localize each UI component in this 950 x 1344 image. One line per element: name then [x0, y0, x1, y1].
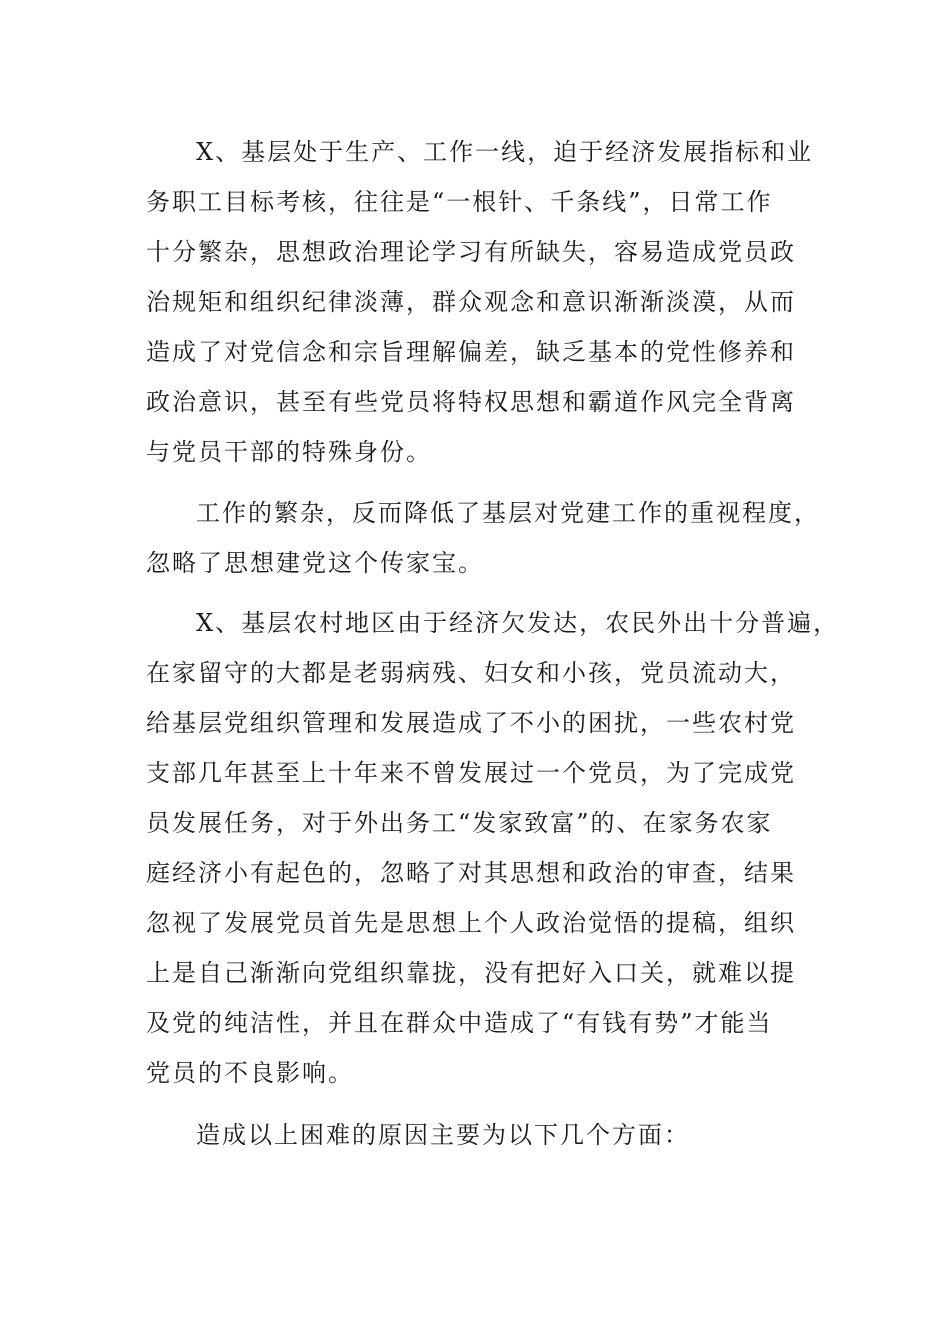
paragraph-line: 造成以上困难的原因主要为以下几个方面： [196, 1121, 690, 1149]
paragraph-line: 务职工目标考核，往往是“一根针、千条线”，日常工作 [146, 188, 773, 216]
paragraph-line: 忽略了思想建党这个传家宝。 [146, 549, 484, 577]
paragraph-line: 与党员干部的特殊身份。 [146, 438, 432, 466]
paragraph-line: 忽视了发展党员首先是思想上个人政治觉悟的提稿，组织 [146, 909, 796, 937]
paragraph-line: 支部几年甚至上十年来不曾发展过一个党员，为了完成党 [146, 759, 796, 787]
paragraph-line: 工作的繁杂，反而降低了基层对党建工作的重视程度， [196, 499, 820, 527]
paragraph-4 [146, 1110, 826, 1160]
paragraph-line: 员发展任务，对于外出务工“发家致富”的、在家务农家 [146, 809, 773, 837]
paragraph-line: 在家留守的大都是老弱病残、妇女和小孩，党员流动大， [146, 659, 796, 687]
paragraph-line: 十分繁杂，思想政治理论学习有所缺失，容易造成党员政 [146, 238, 796, 266]
paragraph-line: X、基层处于生产、工作一线，迫于经济发展指标和业 [196, 138, 814, 166]
paragraph-line: X、基层农村地区由于经济欠发达，农民外出十分普遍， [196, 609, 840, 637]
paragraph-2 [146, 488, 826, 588]
paragraph-line: 政治意识，甚至有些党员将特权思想和霸道作风完全背离 [146, 388, 796, 416]
paragraph-1 [146, 127, 826, 477]
paragraph-line: 治规矩和组织纪律淡薄，群众观念和意识渐渐淡漠，从而 [146, 288, 796, 316]
paragraph-line: 上是自己渐渐向党组织靠拢，没有把好入口关，就难以提 [146, 959, 796, 987]
paragraph-line: 及党的纯洁性，并且在群众中造成了“有钱有势”才能当 [146, 1009, 773, 1037]
paragraph-line: 庭经济小有起色的，忽略了对其思想和政治的审查，结果 [146, 859, 796, 887]
paragraph-line: 造成了对党信念和宗旨理解偏差，缺乏基本的党性修养和 [146, 338, 796, 366]
paragraph-line: 给基层党组织管理和发展造成了不小的困扰，一些农村党 [146, 709, 796, 737]
paragraph-line: 党员的不良影响。 [146, 1059, 354, 1087]
paragraph-3 [146, 598, 840, 1098]
